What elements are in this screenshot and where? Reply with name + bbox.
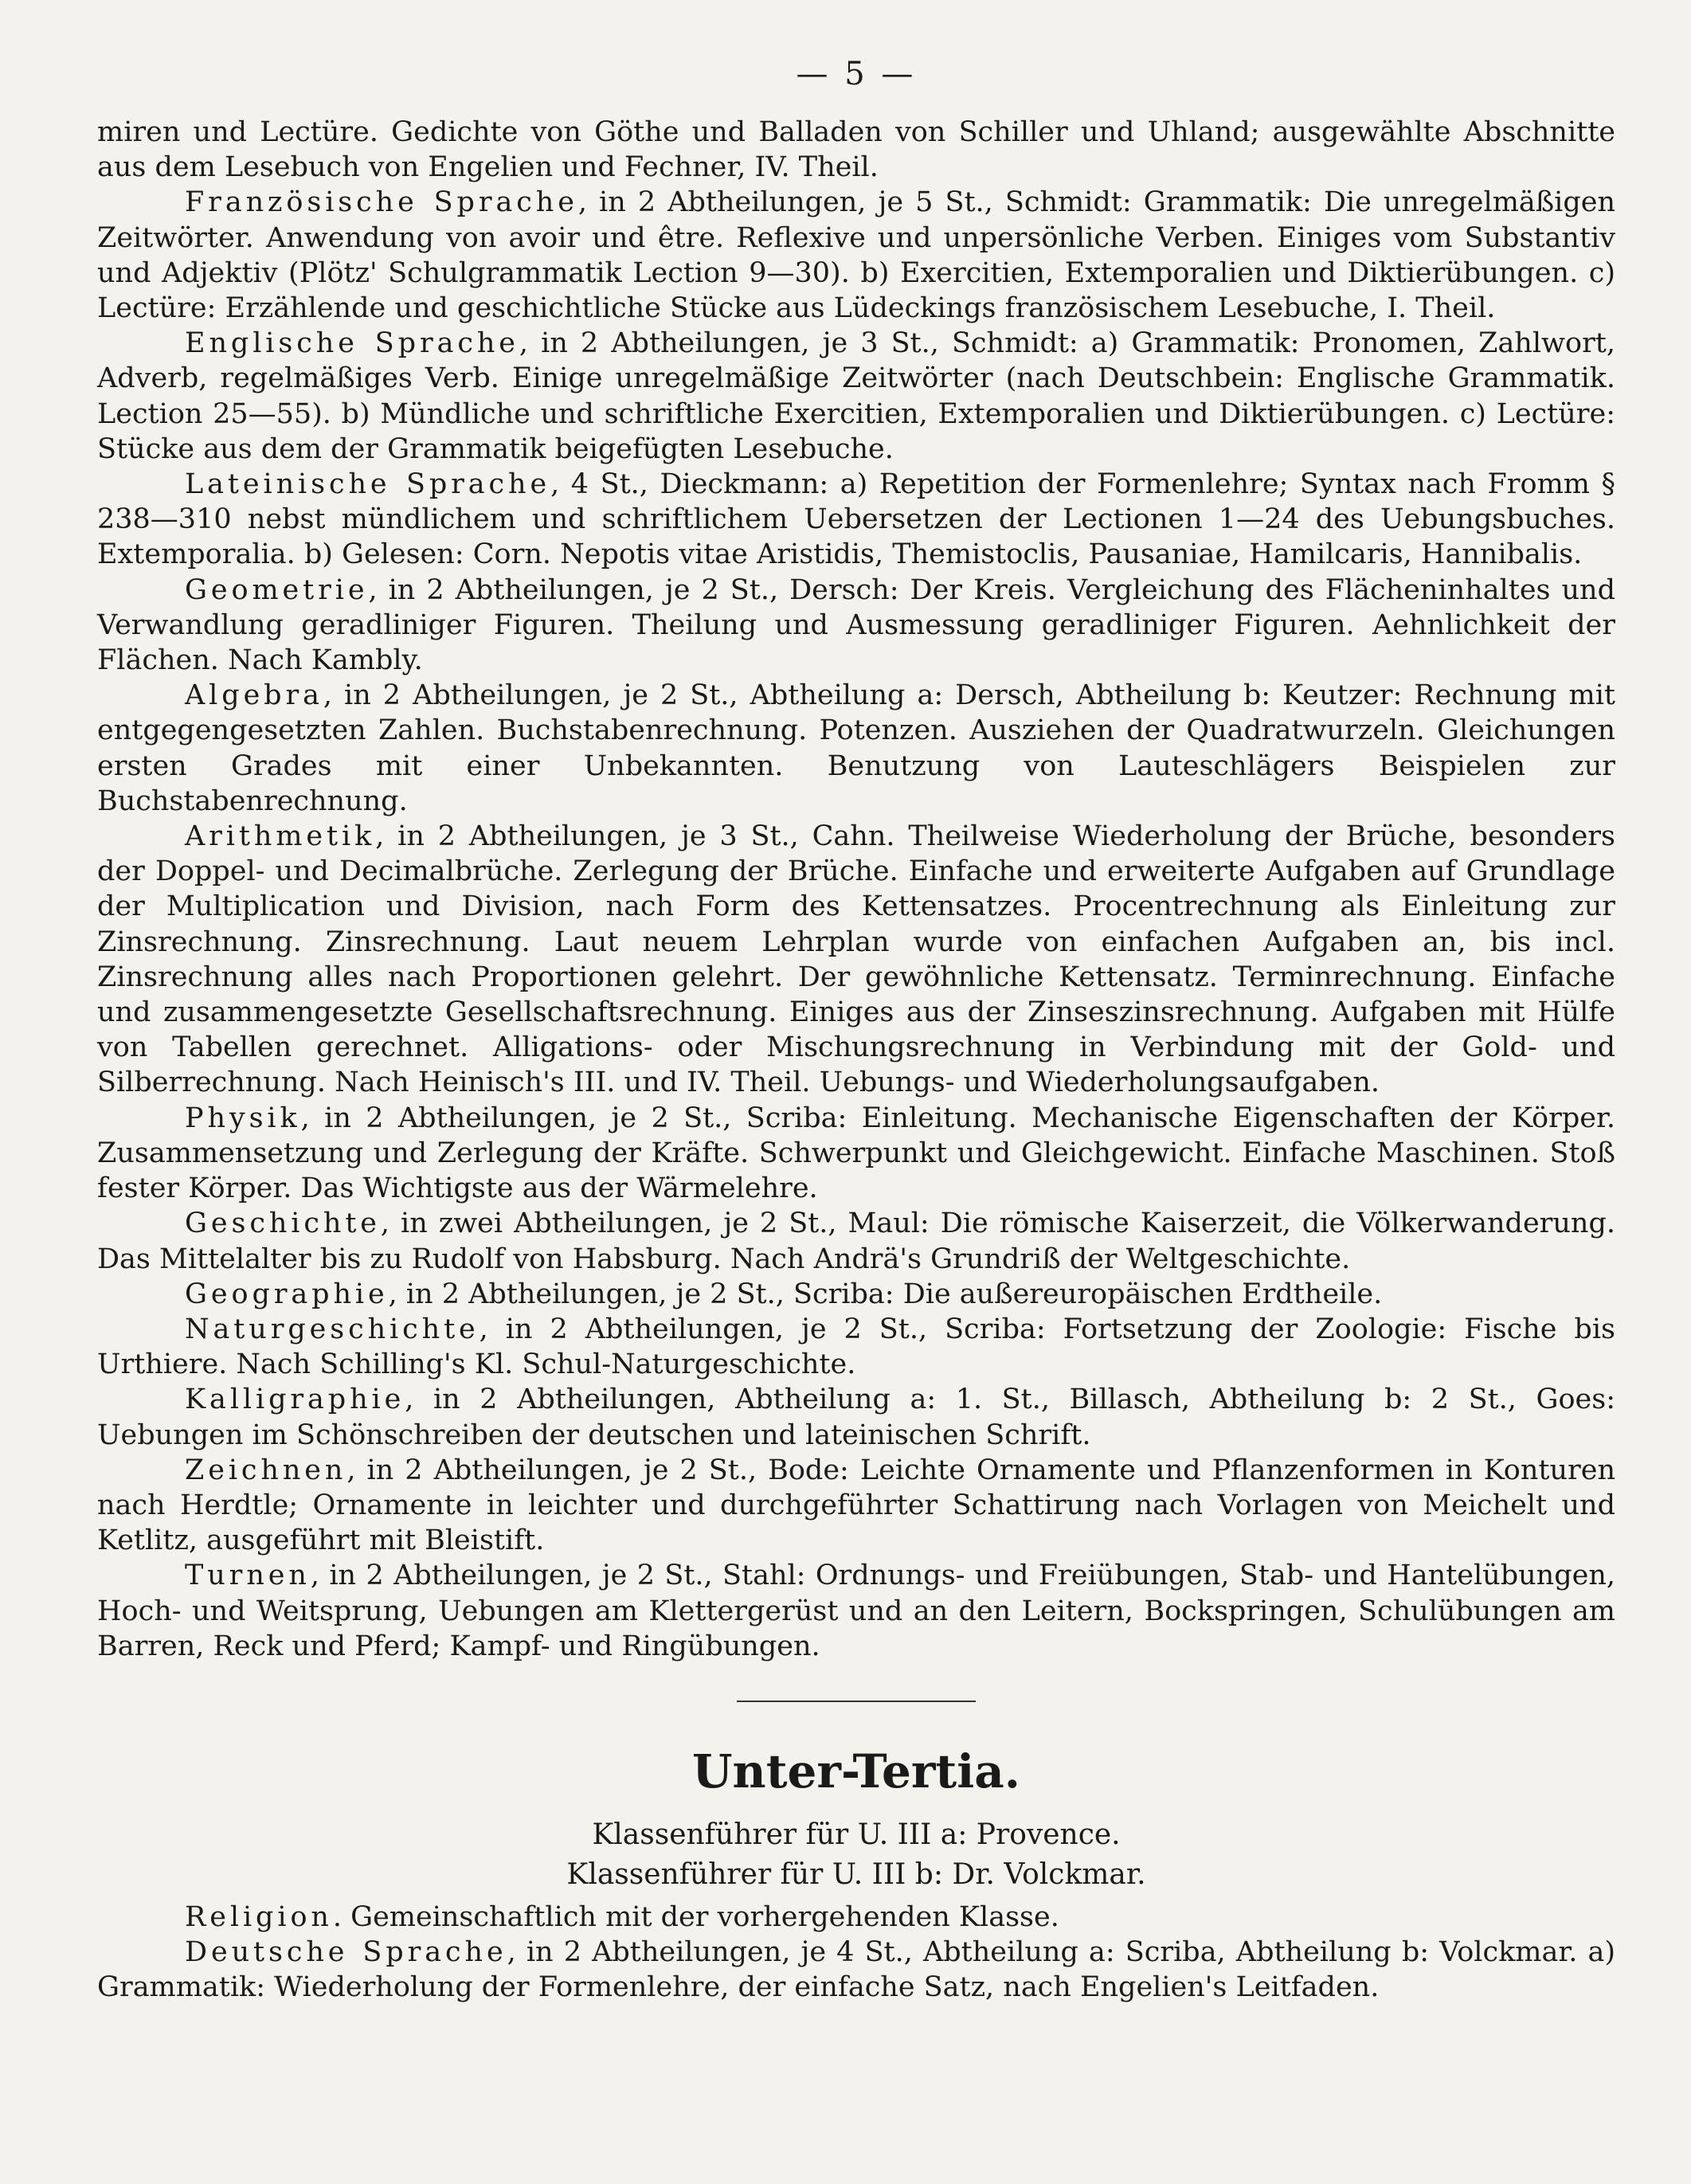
paragraph-lead: Naturgeschichte	[185, 1313, 480, 1345]
paragraph-text: . Gemeinschaftlich mit der vorhergehenden Klasse.	[332, 1900, 1059, 1933]
paragraph	[97, 819, 1615, 1101]
paragraph-lead: Geographie	[185, 1278, 389, 1310]
paragraph-text: , in 2 Abtheilungen, je 2 St., Dersch: Der Kreis. Vergleichung des Flächeninhaltes und Verwandlung geradliniger Figuren. Theilung und Ausmessung geradliniger Figuren. Aehnlichkeit der Flächen. Nach Kambly.	[97, 573, 1615, 677]
paragraph-text: , in 2 Abtheilungen, je 2 St., Scriba: Fortsetzung der Zoologie: Fische bis Urthiere. Nach Schilling's Kl. Schul-Naturgeschichte.	[97, 1313, 1615, 1381]
paragraph-text: , in 2 Abtheilungen, je 2 St., Bode: Leichte Ornamente und Pflanzenformen in Konturen nach Herdtle; Ornamente in leichter und durchgeführter Schattirung nach Vorlagen von Meichelt und Ketlitz, ausgeführt mit Bleistift.	[97, 1454, 1615, 1557]
paragraph-text: , in 2 Abtheilungen, je 2 St., Abtheilung a: Dersch, Abtheilung b: Keutzer: Rechnung mit entgegengesetzten Zahlen. Buchstabenrechnung. Potenzen. Ausziehen der Quadratwurzeln. Gleichungen ersten Grades mit einer Unbekannten. Benutzung von Lauteschlägers Beispielen zur Buchstabenrechnung.	[97, 679, 1615, 817]
paragraph-lead: Turnen	[185, 1560, 311, 1592]
paragraph	[97, 326, 1615, 467]
section-title: Unter-Tertia.	[691, 1744, 1021, 1798]
paragraph	[97, 1453, 1615, 1559]
paragraph-lead: Zeichnen	[185, 1454, 347, 1486]
paragraph-lead: Geschichte	[185, 1207, 381, 1240]
paragraph-lead: Geometrie	[185, 573, 369, 606]
paragraph	[97, 1558, 1615, 1664]
paragraph	[97, 1900, 1615, 1935]
page-number: — 5 —	[796, 56, 917, 92]
paragraph-text: , in 2 Abtheilungen, je 2 St., Stahl: Ordnungs- und Freiübungen, Stab- und Hantelübungen, Hoch- und Weitsprung, Uebungen am Klettergerüst und an den Leitern, Bockspringen, Schulübungen am Barren, Reck und Pferd; Kampf- und Ringübungen.	[97, 1560, 1615, 1662]
class-leader-b: Klassenführer für U. III b: Dr. Volckmar.	[566, 1857, 1146, 1891]
paragraph-lead: Englische Sprache	[185, 327, 519, 360]
paragraph-text: , in 2 Abtheilungen, je 4 St., Abtheilung a: Scriba, Abtheilung b: Volckmar. a) Grammatik: Wiederholung der Formenlehre, der einfache Satz, nach Engelien's Leitfaden.	[97, 1936, 1615, 2004]
paragraph-text: , in 2 Abtheilungen, je 3 St., Cahn. Theilweise Wiederholung der Brüche, besonders der Doppel- und Decimalbrüche. Zerlegung der Brüche. Einfache und erweiterte Aufgaben auf Grundlage der Multiplication und Division, nach Form des Kettensatzes. Procentrechnung als Einleitung zur Zinsrechnung. Zinsrechnung. Laut neuem Lehrplan wurde von einfachen Aufgaben an, bis incl. Zinsrechnung alles nach Proportionen gelehrt. Der gewöhnliche Kettensatz. Terminrechnung. Einfache und zusammengesetzte Gesellschaftsrechnung. Einiges aus der Zinseszinsrechnung. Aufgaben mit Hülfe von Tabellen gerechnet. Alligations- oder Mischungsrechnung in Verbindung mit der Gold- und Silberrechnung. Nach Heinisch's III. und IV. Theil. Uebungs- und Wiederholungsaufgaben.	[97, 820, 1615, 1099]
paragraph-text: miren und Lectüre. Gedichte von Göthe und Balladen von Schiller und Uhland; ausgewählte Abschnitte aus dem Lesebuch von Engelien und Fechner, IV. Theil.	[97, 116, 1615, 184]
paragraph	[97, 678, 1615, 819]
paragraph-lead: Deutsche Sprache	[185, 1936, 507, 1969]
paragraph	[97, 185, 1615, 326]
paragraph	[97, 1101, 1615, 1207]
paragraph	[97, 1935, 1615, 2005]
paragraph-text: , in 2 Abtheilungen, je 2 St., Scriba: Die außereuropäischen Erdtheile.	[388, 1278, 1383, 1310]
text-block-upper	[97, 115, 1615, 1664]
class-leader-a: Klassenführer für U. III a: Provence.	[592, 1818, 1121, 1851]
paragraph-lead: Französische Sprache	[185, 186, 578, 219]
paragraph	[97, 1206, 1615, 1276]
paragraph	[97, 573, 1615, 679]
paragraph	[97, 115, 1615, 185]
paragraph-text: , in 2 Abtheilungen, je 2 St., Scriba: Einleitung. Mechanische Eigenschaften der Körper. Zusammensetzung und Zerlegung der Kräfte. Schwerpunkt und Gleichgewicht. Einfache Maschinen. Stoß fester Körper. Das Wichtigste aus der Wärmelehre.	[97, 1102, 1615, 1205]
paragraph-text: , in 2 Abtheilungen, je 3 St., Schmidt: a) Grammatik: Pronomen, Zahlwort, Adverb, regelmäßiges Verb. Einige unregelmäßige Zeitwörter (nach Deutschbein: Englische Grammatik. Lection 25—55). b) Mündliche und schriftliche Exercitien, Extemporalien und Diktierübungen. c) Lectüre: Stücke aus dem der Grammatik beigefügten Lesebuche.	[97, 327, 1615, 465]
paragraph	[97, 1382, 1615, 1452]
paragraph-text: , 4 St., Dieckmann: a) Repetition der Formenlehre; Syntax nach Fromm § 238—310 nebst mündlichem und schriftlichem Uebersetzen der Lectionen 1—24 des Uebungsbuches. Extemporalia. b) Gelesen: Corn. Nepotis vitae Aristidis, Themistoclis, Pausaniae, Hamilcaris, Hannibalis.	[97, 468, 1615, 571]
section-divider	[737, 1701, 976, 1702]
paragraph	[97, 1277, 1615, 1312]
paragraph-lead: Algebra	[185, 679, 323, 712]
paragraph-text: , in 2 Abtheilungen, je 5 St., Schmidt: Grammatik: Die unregelmäßigen Zeitwörter. Anwendung von avoir und être. Reflexive und unpersönliche Verben. Einiges vom Substantiv und Adjektiv (Plötz' Schulgrammatik Lection 9—30). b) Exercitien, Extemporalien und Diktierübungen. c) Lectüre: Erzählende und geschichtliche Stücke aus Lüdeckings französischem Lesebuche, I. Theil.	[97, 186, 1615, 325]
text-block-lower	[97, 1900, 1615, 2006]
paragraph-lead: Lateinische Sprache	[185, 468, 551, 501]
paragraph	[97, 1312, 1615, 1382]
paragraph-text: , in 2 Abtheilungen, Abtheilung a: 1. St., Billasch, Abtheilung b: 2 St., Goes: Uebungen im Schönschreiben der deutschen und lateinischen Schrift.	[97, 1384, 1615, 1451]
paragraph-lead: Religion	[185, 1900, 333, 1933]
paragraph-lead: Physik	[185, 1102, 301, 1134]
paragraph-lead: Arithmetik	[185, 820, 376, 853]
paragraph	[97, 467, 1615, 573]
paragraph-lead: Kalligraphie	[185, 1384, 405, 1416]
paragraph-text: , in zwei Abtheilungen, je 2 St., Maul: Die römische Kaiserzeit, die Völkerwanderung. Das Mittelalter bis zu Rudolf von Habsburg. Nach Andrä's Grundriß der Weltgeschichte.	[97, 1207, 1615, 1275]
